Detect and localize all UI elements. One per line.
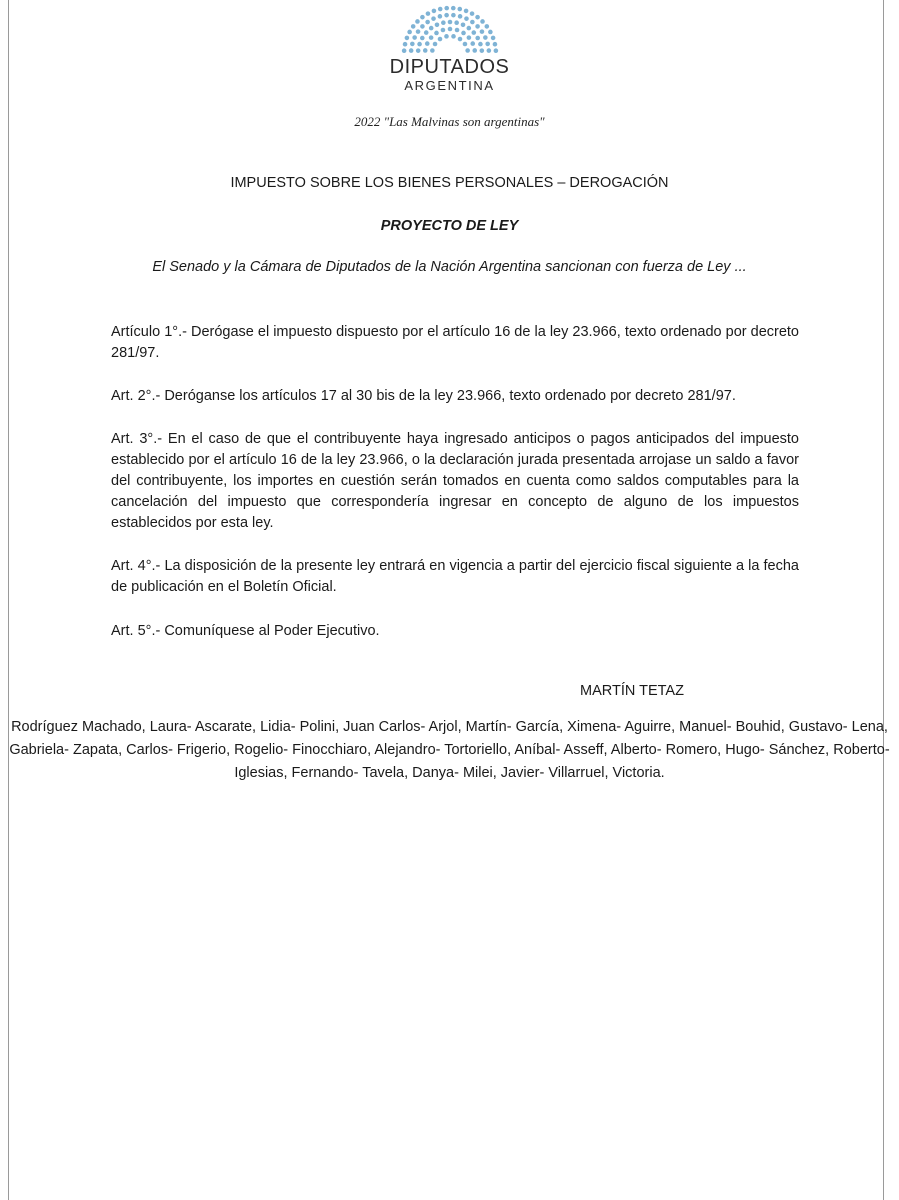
article-4: Art. 4°.- La disposición de la presente ley entrará en vigencia a partir del ejercicio fiscal siguiente a la fecha de publicación en el Boletín Oficial. bbox=[111, 558, 799, 595]
preamble: El Senado y la Cámara de Diputados de la Nación Argentina sancionan con fuerza de Ley ... bbox=[152, 259, 747, 275]
article-1: Artículo 1°.- Derógase el impuesto dispuesto por el artículo 16 de la ley 23.966, texto ordenado por decreto 281/97. bbox=[111, 324, 799, 361]
article-5: Art. 5°.- Comuníquese al Poder Ejecutivo. bbox=[111, 623, 380, 639]
document-subtitle: PROYECTO DE LEY bbox=[380, 218, 519, 234]
logo-name: DIPUTADOS bbox=[389, 56, 510, 78]
cosigners-list bbox=[0, 716, 899, 785]
document-title: IMPUESTO SOBRE LOS BIENES PERSONALES – DEROGACIÓN bbox=[230, 175, 669, 191]
year-motto: 2022 "Las Malvinas son argentinas" bbox=[354, 114, 545, 129]
cosigners-text: Rodríguez Machado, Laura- Ascarate, Lidia- Polini, Juan Carlos- Arjol, Martín- García, Ximena- Aguirre, Manuel- Bouhid, Gustavo- Lena, Gabriela- Zapata, Carlos- Frigerio, Rogelio- Finocchiaro, Alejandro- Tortoriello, Aníbal- Asseff, Alberto- Romero, Hugo- Sánchez, Roberto- Iglesias, Fernando- Tavela, Danya- Milei, Javier- Villarruel, Victoria. bbox=[9, 719, 890, 781]
signer-name: MARTÍN TETAZ bbox=[580, 683, 684, 699]
chamber-emblem-icon bbox=[390, 4, 510, 54]
article-3: Art. 3°.- En el caso de que el contribuyente haya ingresado anticipos o pagos anticipados del impuesto establecido por el artículo 16 de la ley 23.966, o la declaración jurada presentada arrojase un saldo a favor del contribuyente, los importes en cuestión serán tomados en cuenta como saldos computables para la cancelación del impuesto que correspondería ingresar en concepto de alguno de los impuestos establecidos por esta ley. bbox=[111, 431, 799, 531]
article-2: Art. 2°.- Deróganse los artículos 17 al 30 bis de la ley 23.966, texto ordenado por decreto 281/97. bbox=[111, 388, 736, 404]
diputados-logo bbox=[0, 4, 899, 94]
logo-country: ARGENTINA bbox=[404, 78, 495, 93]
